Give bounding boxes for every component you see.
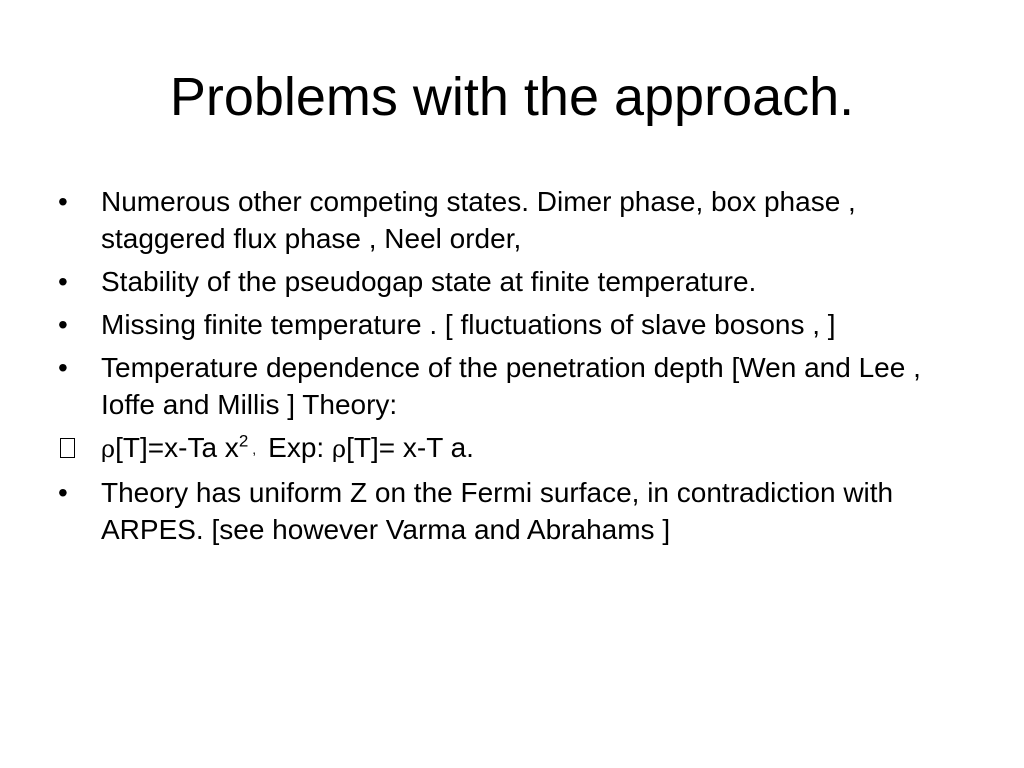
separator: , xyxy=(252,441,257,458)
bullet-item xyxy=(58,183,978,257)
bullet-icon: • xyxy=(58,186,68,217)
bullet-item xyxy=(58,349,978,423)
bullet-text: Theory has uniform Z on the Fermi surface, in contradiction with ARPES. [see however Varma and Abrahams ] xyxy=(101,477,894,546)
rho-symbol: ρ xyxy=(331,435,347,463)
missing-glyph-box-icon xyxy=(58,429,88,467)
bullet-list xyxy=(58,183,978,554)
bullet-icon: • xyxy=(58,477,68,509)
rho-symbol: ρ xyxy=(101,435,116,463)
bullet-text: Stability of the pseudogap state at finite temperature. xyxy=(101,266,757,297)
exp-label: Exp: xyxy=(268,432,332,463)
experimental-formula: [T]= x-T a. xyxy=(346,432,474,463)
bullet-item xyxy=(58,306,978,343)
bullet-item xyxy=(58,474,978,548)
bullet-text: Numerous other competing states. Dimer phase, box phase , staggered flux phase , Neel order, xyxy=(101,186,856,254)
formula-line xyxy=(101,432,474,463)
slide-title: Problems with the approach. xyxy=(169,67,855,127)
formula-item xyxy=(58,429,978,468)
theory-formula: [T]=x-Ta x xyxy=(115,432,239,463)
bullet-text: Missing finite temperature . [ fluctuations of slave bosons , ] xyxy=(101,309,836,340)
bullet-item xyxy=(58,263,978,300)
bullet-icon: • xyxy=(58,352,68,383)
bullet-text: Temperature dependence of the penetration depth [Wen and Lee , Ioffe and Millis ] Theory: xyxy=(101,352,921,420)
bullet-icon: • xyxy=(58,309,68,340)
bullet-icon: • xyxy=(58,266,68,297)
exponent: 2 xyxy=(238,431,249,451)
